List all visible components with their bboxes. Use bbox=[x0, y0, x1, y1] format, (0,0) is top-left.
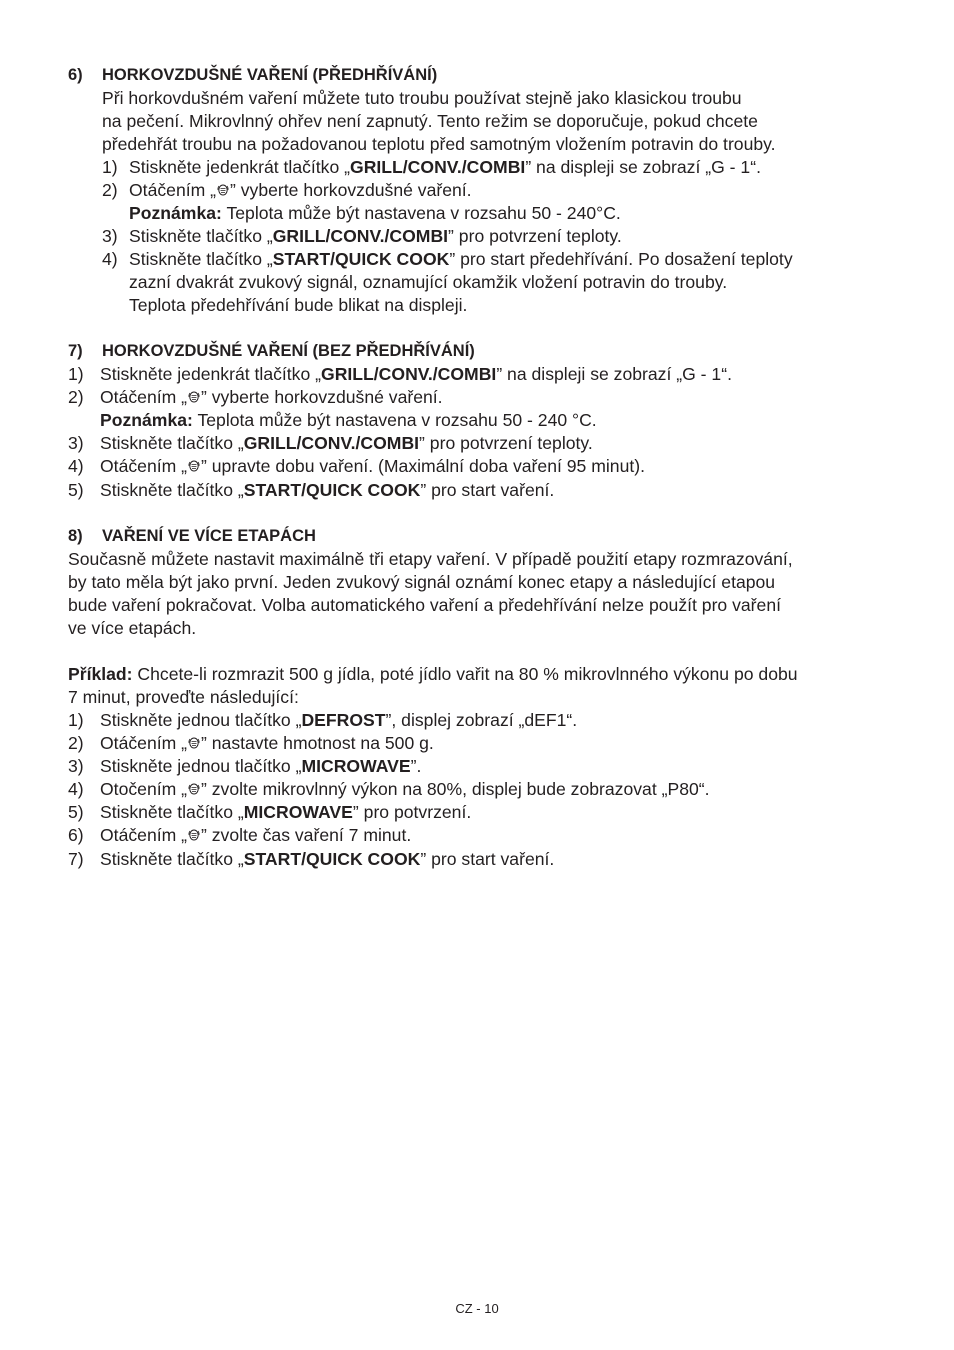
dial-knob-icon bbox=[188, 459, 200, 474]
list-item: 5) Stiskněte tlačítko „START/QUICK COOK” pro start vaření. bbox=[68, 480, 555, 500]
button-name: START/QUICK COOK bbox=[243, 480, 421, 500]
button-name: GRILL/CONV./COMBI bbox=[272, 226, 449, 246]
section-number: 6) bbox=[68, 66, 83, 84]
list-item: 3) Stiskněte tlačítko „GRILL/CONV./COMBI” pro potvrzení teploty. bbox=[102, 226, 622, 246]
paragraph-line: 7 minut, proveďte následující: bbox=[68, 687, 299, 707]
list-item: 6) Otáčením „ ” zvolte čas vaření 7 minut. bbox=[68, 825, 412, 845]
step-number: 1) bbox=[102, 157, 118, 177]
section-title: VAŘENÍ VE VÍCE ETAPÁCH bbox=[102, 527, 316, 545]
paragraph-line: Teplota předehřívání bude blikat na displeji. bbox=[129, 295, 468, 315]
button-name: DEFROST bbox=[301, 710, 386, 730]
button-name: GRILL/CONV./COMBI bbox=[243, 433, 420, 453]
button-name: MICROWAVE bbox=[243, 802, 353, 822]
section-6-heading bbox=[68, 64, 438, 87]
button-name: MICROWAVE bbox=[301, 756, 411, 776]
note: Poznámka: Teplota může být nastavena v rozsahu 50 - 240°C. bbox=[129, 203, 621, 223]
step-number: 2) bbox=[68, 733, 84, 753]
list-item: 3) Stiskněte jednou tlačítko „MICROWAVE”. bbox=[68, 756, 422, 776]
section-8-heading bbox=[68, 525, 316, 548]
step-number: 1) bbox=[68, 710, 84, 730]
paragraph-line: předehřát troubu na požadovanou teplotu před samotným vložením potravin do trouby. bbox=[102, 134, 776, 154]
step-number: 3) bbox=[68, 756, 84, 776]
paragraph-line: Při horkovdušném vaření můžete tuto troubu používat stejně jako klasickou troubu bbox=[102, 88, 742, 108]
paragraph-line: zazní dvakrát zvukový signál, oznamující okamžik vložení potravin do trouby. bbox=[129, 272, 728, 292]
paragraph-line: Současně můžete nastavit maximálně tři etapy vaření. V případě použití etapy rozmrazování, bbox=[68, 549, 793, 569]
paragraph-line: ve více etapách. bbox=[68, 618, 197, 638]
list-item: 1) Stiskněte jednou tlačítko „DEFROST”, displej zobrazí „dEF1“. bbox=[68, 710, 578, 730]
section-number: 8) bbox=[68, 527, 83, 545]
dial-knob-icon bbox=[188, 390, 200, 405]
step-number: 3) bbox=[68, 433, 84, 453]
step-number: 7) bbox=[68, 849, 84, 869]
step-number: 1) bbox=[68, 364, 84, 384]
step-number: 4) bbox=[102, 249, 118, 269]
step-number: 4) bbox=[68, 779, 84, 799]
step-number: 5) bbox=[68, 802, 84, 822]
list-item: 4) Otáčením „ ” upravte dobu vaření. (Maximální doba vaření 95 minut). bbox=[68, 456, 645, 476]
list-item: 1) Stiskněte jedenkrát tlačítko „GRILL/CONV./COMBI” na displeji se zobrazí „G - 1“. bbox=[68, 364, 732, 384]
page-number: CZ - 10 bbox=[455, 1301, 499, 1316]
paragraph-line: bude vaření pokračovat. Volba automatického vaření a předehřívání nelze použít pro vaření bbox=[68, 595, 781, 615]
list-item: 4) Stiskněte tlačítko „START/QUICK COOK” pro start předehřívání. Po dosažení teploty bbox=[102, 249, 793, 269]
paragraph-line: na pečení. Mikrovlnný ohřev není zapnutý. Tento režim se doporučuje, pokud chcete bbox=[102, 111, 758, 131]
example: Příklad: Chcete-li rozmrazit 500 g jídla, poté jídlo vařit na 80 % mikrovlnného výkonu po dobu bbox=[68, 664, 798, 684]
step-number: 2) bbox=[102, 180, 118, 200]
list-item: 7) Stiskněte tlačítko „START/QUICK COOK” pro start vaření. bbox=[68, 849, 555, 869]
dial-knob-icon bbox=[188, 736, 200, 751]
list-item: 2) Otáčením „ ” nastavte hmotnost na 500 g. bbox=[68, 733, 434, 753]
section-number: 7) bbox=[68, 342, 83, 360]
step-number: 5) bbox=[68, 480, 84, 500]
dial-knob-icon bbox=[188, 782, 200, 797]
button-name: START/QUICK COOK bbox=[272, 249, 450, 269]
section-title: HORKOVZDUŠNÉ VAŘENÍ (BEZ PŘEDHŘÍVÁNÍ) bbox=[102, 342, 475, 360]
list-item: 1) Stiskněte jedenkrát tlačítko „GRILL/CONV./COMBI” na displeji se zobrazí „G - 1“. bbox=[102, 157, 761, 177]
dial-knob-icon bbox=[217, 183, 229, 198]
list-item: 5) Stiskněte tlačítko „MICROWAVE” pro potvrzení. bbox=[68, 802, 472, 822]
button-name: START/QUICK COOK bbox=[243, 849, 421, 869]
dial-knob-icon bbox=[188, 828, 200, 843]
step-number: 2) bbox=[68, 387, 84, 407]
step-number: 6) bbox=[68, 825, 84, 845]
step-number: 4) bbox=[68, 456, 84, 476]
note: Poznámka: Teplota může být nastavena v rozsahu 50 - 240 °C. bbox=[100, 410, 597, 430]
paragraph-line: by tato měla být jako první. Jeden zvukový signál oznámí konec etapy a následující etapou bbox=[68, 572, 776, 592]
list-item: 2) Otáčením „ ” vyberte horkovzdušné vaření. bbox=[102, 180, 472, 200]
section-7-heading bbox=[68, 340, 475, 363]
step-number: 3) bbox=[102, 226, 118, 246]
list-item: 4) Otočením „ ” zvolte mikrovlnný výkon na 80%, displej bude zobrazovat „P80“. bbox=[68, 779, 710, 799]
button-name: GRILL/CONV./COMBI bbox=[350, 157, 526, 177]
section-title: HORKOVZDUŠNÉ VAŘENÍ (PŘEDHŘÍVÁNÍ) bbox=[102, 66, 438, 84]
list-item: 3) Stiskněte tlačítko „GRILL/CONV./COMBI” pro potvrzení teploty. bbox=[68, 433, 593, 453]
list-item: 2) Otáčením „ ” vyberte horkovzdušné vaření. bbox=[68, 387, 443, 407]
button-name: GRILL/CONV./COMBI bbox=[321, 364, 497, 384]
